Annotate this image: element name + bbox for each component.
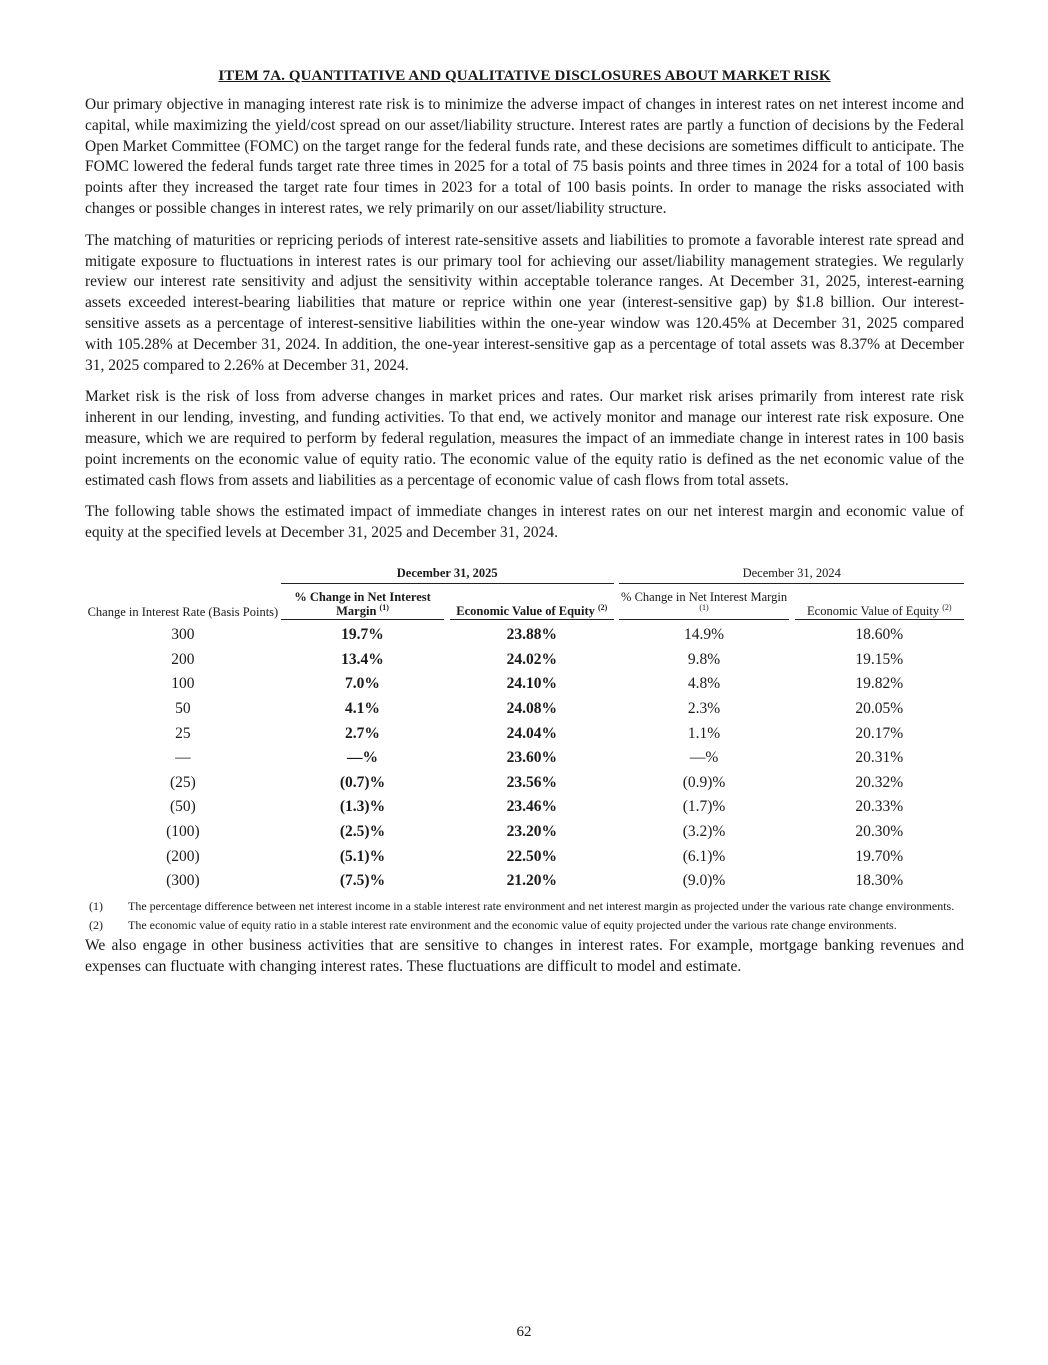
cell-rate: (200)	[166, 847, 200, 865]
cell-rate: 50	[175, 700, 191, 718]
cell-nim-2025: 19.7%	[341, 626, 384, 644]
cell-rate: 300	[171, 626, 195, 644]
table-row	[85, 672, 964, 697]
footnote-text: The percentage difference between net interest income in a stable interest rate environment and net interest margin as projected under the various rate change environments.	[128, 899, 955, 914]
cell-eve-2024: 20.30%	[855, 822, 904, 840]
cell-nim-2025: (0.7)%	[339, 773, 386, 791]
cell-nim-2024: —%	[689, 749, 719, 767]
cell-eve-2024: 20.31%	[855, 749, 904, 767]
document-page	[85, 68, 964, 989]
cell-nim-2024: 2.3%	[687, 700, 721, 718]
table-row	[85, 746, 964, 771]
cell-eve-2024: 19.82%	[855, 675, 904, 693]
footnote-number: (2)	[89, 917, 103, 932]
footnote-1	[85, 899, 964, 915]
cell-nim-2024: 9.8%	[687, 650, 721, 668]
cell-eve-2025: 24.08%	[506, 700, 557, 718]
column-header-eve-2025: Economic Value of Equity $^{(2)}$	[450, 584, 613, 620]
column-header-rate-change: Change in Interest Rate (Basis Points)	[87, 604, 279, 619]
footnote-number: (1)	[89, 899, 103, 914]
cell-eve-2025: 23.46%	[506, 798, 557, 816]
cell-nim-2024: (0.9)%	[682, 773, 726, 791]
cell-eve-2025: 23.88%	[506, 626, 557, 644]
cell-rate: 100	[171, 675, 195, 693]
paragraph-objective: Our primary objective in managing interest rate risk is to minimize the adverse impact of changes in interest rates on net interest income and capital, while maximizing the yield/cost spread on our asset/liability structure. Interest rates are partly a function of decisions by the Federal Open Market Committee (FOMC) on the target range for the federal funds rate, and these decisions are sometimes difficult to anticipate. The FOMC lowered the federal funds target rate three times in 2025 for a total of 75 basis points and three times in 2024 for a total of 100 basis points after they increased the target rate four times in 2023 for a total of 100 basis points. In order to manage the risks associated with changes or possible changes in interest rates, we rely primarily on our asset/liability structure.	[85, 96, 964, 217]
cell-rate: (300)	[166, 872, 200, 890]
cell-nim-2025: 4.1%	[345, 700, 380, 718]
cell-eve-2024: 20.17%	[855, 724, 904, 742]
cell-rate: 25	[175, 724, 191, 742]
cell-rate: (25)	[169, 773, 196, 791]
cell-eve-2025: 24.10%	[506, 675, 557, 693]
cell-rate: 200	[171, 650, 195, 668]
cell-nim-2024: 4.8%	[687, 675, 721, 693]
cell-nim-2025: —%	[346, 749, 378, 767]
cell-nim-2024: (9.0)%	[682, 872, 726, 890]
table-row	[85, 697, 964, 722]
footnotes	[85, 899, 964, 933]
cell-nim-2025: 13.4%	[341, 650, 384, 668]
paragraph-maturities: The matching of maturities or repricing periods of interest rate-sensitive assets and liabilities to promote a favorable interest rate spread and mitigate exposure to fluctuations in interest rates is our primary tool for achieving our asset/liability management strategies. We regularly review our interest rate sensitivity and adjust the sensitivity within acceptable tolerance ranges. At December 31, 2025, interest-earning assets exceeded interest-bearing liabilities that mature or reprice within one year (interest-sensitive gap) by $1.8 billion. Our interest-sensitive assets as a percentage of interest-sensitive liabilities within the one-year window was 120.45% at December 31, 2025 compared with 105.28% at December 31, 2024. In addition, the one-year interest-sensitive gap as a percentage of total assets was 8.37% at December 31, 2025 compared to 2.26% at December 31, 2024.	[85, 231, 964, 374]
table-row	[85, 869, 964, 894]
cell-eve-2024: 19.70%	[855, 847, 904, 865]
table-row	[85, 795, 964, 820]
cell-eve-2025: 24.04%	[506, 724, 557, 742]
column-header-nim-2025: % Change in Net Interest Margin $^{(1)}$	[281, 584, 444, 620]
cell-rate: (50)	[169, 798, 196, 816]
table-row	[85, 648, 964, 673]
cell-nim-2024: (1.7)%	[682, 798, 726, 816]
cell-nim-2025: (7.5)%	[339, 872, 386, 890]
cell-nim-2025: 7.0%	[345, 675, 380, 693]
paragraph-market-risk: Market risk is the risk of loss from adverse changes in market prices and rates. Our market risk arises primarily from interest rate risk inherent in our lending, investing, and funding activities. To that end, we actively monitor and manage our interest rate risk exposure. One measure, which we are required to perform by federal regulation, measures the impact of an immediate change in interest rates in 100 basis point increments on the economic value of equity ratio. The economic value of the equity ratio is defined as the net economic value of the estimated cash flows from assets and liabilities as a percentage of economic value of cash flows from total assets.	[85, 388, 964, 489]
paragraph-table-intro: The following table shows the estimated impact of immediate changes in interest rates on our net interest margin and economic value of equity at the specified levels at December 31, 2025 and December 31, 2024.	[85, 503, 964, 542]
table-row	[85, 844, 964, 869]
paragraph-other-activities: We also engage in other business activities that are sensitive to changes in interest rates. For example, mortgage banking revenues and expenses can fluctuate with changing interest rates. These fluctuations are difficult to model and estimate.	[85, 937, 964, 976]
cell-eve-2024: 20.33%	[855, 798, 904, 816]
cell-eve-2024: 18.60%	[855, 626, 904, 644]
cell-nim-2025: (5.1)%	[339, 847, 386, 865]
table-row	[85, 721, 964, 746]
cell-eve-2025: 23.20%	[506, 822, 557, 840]
column-header-eve-2024: Economic Value of Equity $^{(2)}$	[795, 584, 964, 620]
cell-nim-2025: (1.3)%	[339, 798, 386, 816]
table-row	[85, 820, 964, 845]
footnote-2	[85, 918, 964, 934]
cell-eve-2025: 23.60%	[506, 749, 557, 767]
cell-eve-2024: 20.05%	[855, 700, 904, 718]
group-header-2024: December 31, 2024	[619, 566, 964, 584]
table-row	[85, 771, 964, 796]
cell-eve-2025: 21.20%	[506, 872, 557, 890]
cell-eve-2025: 23.56%	[506, 773, 557, 791]
cell-nim-2024: 14.9%	[684, 626, 725, 644]
section-heading: ITEM 7A. QUANTITATIVE AND QUALITATIVE DISCLOSURES ABOUT MARKET RISK	[218, 68, 831, 84]
interest-rate-sensitivity-table	[85, 566, 964, 894]
cell-nim-2024: (3.2)%	[682, 822, 726, 840]
cell-nim-2025: (2.5)%	[339, 822, 386, 840]
cell-eve-2025: 22.50%	[506, 847, 557, 865]
cell-eve-2024: 18.30%	[855, 872, 904, 890]
cell-eve-2024: 20.32%	[855, 773, 904, 791]
column-header-nim-2024: % Change in Net Interest Margin $^{(1)}$	[619, 584, 788, 620]
cell-rate: —	[175, 749, 191, 767]
cell-rate: (100)	[166, 822, 200, 840]
group-header-2025: December 31, 2025	[281, 566, 614, 584]
cell-eve-2024: 19.15%	[855, 650, 904, 668]
cell-nim-2024: (6.1)%	[682, 847, 726, 865]
cell-nim-2025: 2.7%	[345, 724, 380, 742]
table-row	[85, 620, 964, 648]
cell-eve-2025: 24.02%	[506, 650, 557, 668]
page-number: 62	[516, 1324, 532, 1340]
cell-nim-2024: 1.1%	[687, 724, 721, 742]
footnote-text: The economic value of equity ratio in a stable interest rate environment and the economic value of equity projected under the various rate change environments.	[128, 917, 897, 932]
